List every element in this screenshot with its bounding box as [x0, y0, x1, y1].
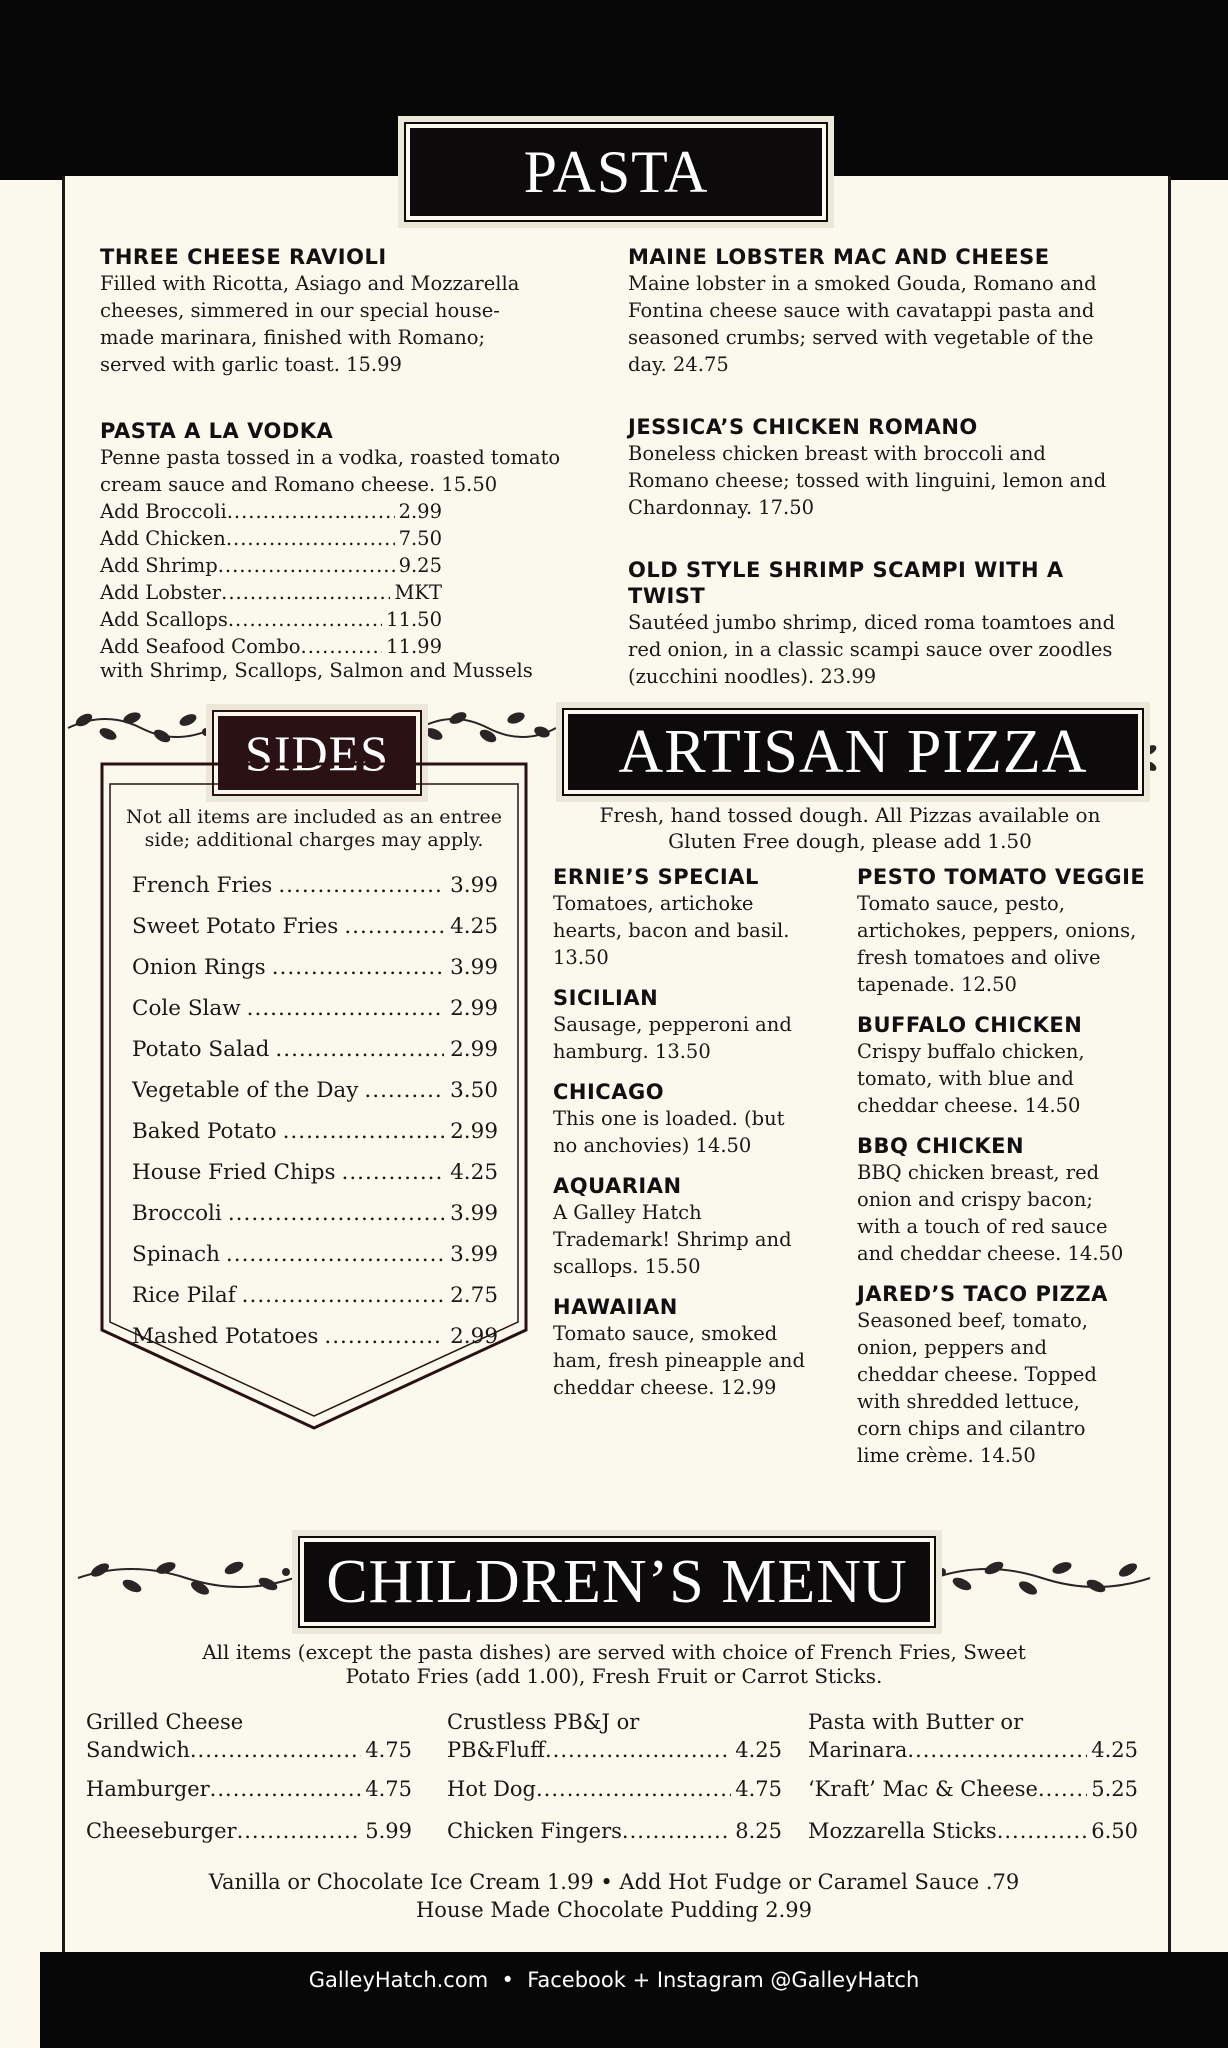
dot-leader: [226, 1242, 444, 1267]
side-price: 2.99: [450, 1037, 498, 1062]
dot-leader: [218, 552, 395, 579]
dot-leader: [545, 1736, 731, 1764]
side-label: Spinach: [132, 1242, 220, 1267]
side-label: Cole Slaw: [132, 996, 241, 1021]
child-item-row: [808, 1775, 1138, 1803]
child-item-label: Cheeseburger: [86, 1819, 237, 1843]
child-item-row: [447, 1775, 782, 1803]
pizza-intro-line1: Fresh, hand tossed dough. All Pizzas available on: [599, 803, 1101, 827]
addon-row: [100, 552, 442, 579]
item-name: PESTO TOMATO VEGGIE: [857, 865, 1146, 889]
child-item-price: 6.50: [1091, 1819, 1138, 1843]
pasta-header: [406, 124, 826, 220]
addon-row: [100, 579, 442, 606]
side-price: 2.99: [450, 1119, 498, 1144]
side-label: Broccoli: [132, 1201, 222, 1226]
dot-leader: [228, 1201, 444, 1226]
dot-leader: [342, 1160, 445, 1185]
item-description: Penne pasta tossed in a vodka, roasted tomato cream sauce and Romano cheese. 15.50: [100, 446, 561, 496]
dot-leader: [344, 914, 444, 939]
item-description: Seasoned beef, tomato, onion, peppers and cheddar cheese. Topped with shredded lettuce, corn chips and cilantro lime crème. 14.50: [857, 1309, 1097, 1467]
side-row: [132, 988, 498, 1029]
dot-leader: [272, 955, 444, 980]
dot-leader: [221, 579, 390, 606]
item-description: A Galley Hatch Trademark! Shrimp and scallops. 15.50: [553, 1201, 792, 1278]
dot-leader: [242, 1283, 444, 1308]
item-description: Tomatoes, artichoke hearts, bacon and basil. 13.50: [553, 892, 790, 969]
menu-item: [628, 557, 1128, 690]
side-row: [132, 1029, 498, 1070]
addon-price: 11.99: [386, 635, 442, 658]
child-item-label: Marinara: [808, 1738, 908, 1762]
addon-price: 7.50: [398, 527, 442, 550]
dot-leader: [275, 1037, 444, 1062]
floral-ornament-left: [66, 702, 216, 752]
pizza-item: [857, 1281, 1147, 1469]
child-item-first-line: Pasta with Butter or: [808, 1710, 1024, 1734]
child-item-price: 8.25: [735, 1819, 782, 1843]
item-description: Tomato sauce, smoked ham, fresh pineapple and cheddar cheese. 12.99: [553, 1322, 805, 1399]
addon-label: Add Broccoli: [100, 500, 227, 523]
side-price: 3.99: [450, 1201, 498, 1226]
dessert-note: [100, 1868, 1128, 1924]
pizza-item: [553, 1294, 823, 1401]
dot-leader: [324, 1324, 444, 1349]
side-price: 2.75: [450, 1283, 498, 1308]
sides-content: [112, 806, 516, 1357]
dot-leader: [237, 1817, 362, 1845]
pizza-item: [857, 1133, 1147, 1267]
side-row: [132, 1111, 498, 1152]
child-item-price: 4.75: [735, 1777, 782, 1801]
children-column-3: [808, 1708, 1138, 1845]
child-item-price: 4.75: [365, 1777, 412, 1801]
side-price: 3.99: [450, 1242, 498, 1267]
addon-label: Add Shrimp: [100, 554, 218, 577]
child-item-row: [447, 1817, 782, 1845]
side-label: Onion Rings: [132, 955, 266, 980]
side-row: [132, 1152, 498, 1193]
dot-leader: [278, 873, 444, 898]
pizza-left-column: [553, 864, 823, 1401]
pizza-item: [553, 985, 823, 1065]
pasta-right-column: [628, 244, 1128, 690]
sides-title: SIDES: [245, 725, 389, 781]
child-item-label: ‘Kraft’ Mac & Cheese: [808, 1777, 1038, 1801]
dot-leader: [228, 606, 382, 633]
child-item-price: 4.25: [1091, 1738, 1138, 1762]
child-item-row: [808, 1817, 1138, 1845]
addon-list: [100, 498, 442, 660]
pizza-item: [553, 864, 823, 971]
addon-price: 2.99: [398, 500, 442, 523]
dot-leader: [227, 498, 395, 525]
dot-leader: [283, 1119, 445, 1144]
item-description: BBQ chicken breast, red onion and crispy bacon; with a touch of red sauce and cheddar cheese. 14.50: [857, 1161, 1124, 1265]
item-description: Filled with Ricotta, Asiago and Mozzarella cheeses, simmered in our special house-made marinara, finished with Romano; served with garlic toast. 15.99: [100, 272, 520, 376]
menu-item: [100, 244, 600, 378]
addon-row: [100, 633, 442, 660]
side-row: [132, 1234, 498, 1275]
children-intro-line2: Potato Fries (add 1.00), Fresh Fruit or Carrot Sticks.: [345, 1664, 883, 1688]
children-column-1: [86, 1708, 412, 1845]
item-name: JESSICA’S CHICKEN ROMANO: [628, 415, 978, 439]
side-label: Baked Potato: [132, 1119, 277, 1144]
children-intro: [100, 1640, 1128, 1688]
side-price: 3.99: [450, 873, 498, 898]
addon-label: Add Seafood Combo: [100, 635, 301, 658]
child-item-label: PB&Fluff: [447, 1738, 545, 1762]
dot-leader: [247, 996, 444, 1021]
addon-label: Add Lobster: [100, 581, 222, 604]
footer-text: GalleyHatch.com • Facebook + Instagram @GalleyHatch: [308, 1968, 920, 1992]
pasta-title: PASTA: [523, 138, 709, 205]
child-item-price: 5.25: [1091, 1777, 1138, 1801]
dot-leader: [536, 1775, 731, 1803]
side-price: 2.99: [450, 996, 498, 1021]
children-title: CHILDREN’S MENU: [326, 1547, 908, 1616]
side-price: 4.25: [450, 914, 498, 939]
child-item-label: Sandwich: [86, 1738, 190, 1762]
item-description: Sausage, pepperoni and hamburg. 13.50: [553, 1013, 792, 1063]
addon-row: [100, 606, 442, 633]
pizza-intro-line2: Gluten Free dough, please add 1.50: [668, 829, 1032, 853]
side-label: Vegetable of the Day: [132, 1078, 359, 1103]
dot-leader: [226, 525, 395, 552]
item-name: THREE CHEESE RAVIOLI: [100, 245, 387, 269]
item-description: Maine lobster in a smoked Gouda, Romano and Fontina cheese sauce with cavatappi pasta and seasoned crumbs; served with vegetable of the day. 24.75: [628, 272, 1097, 376]
side-label: French Fries: [132, 873, 273, 898]
item-name: JARED’S TACO PIZZA: [857, 1282, 1108, 1306]
dessert-line1: Vanilla or Chocolate Ice Cream 1.99 • Add Hot Fudge or Caramel Sauce .79: [208, 1870, 1020, 1894]
sides-note: Not all items are included as an entree side; additional charges may apply.: [125, 806, 502, 851]
dot-leader: [907, 1736, 1087, 1764]
child-item-price: 4.25: [735, 1738, 782, 1762]
pizza-item: [857, 1012, 1147, 1119]
item-name: HAWAIIAN: [553, 1295, 678, 1319]
dot-leader: [364, 1078, 444, 1103]
item-description: Crispy buffalo chicken, tomato, with blue and cheddar cheese. 14.50: [857, 1040, 1085, 1117]
addon-note: with Shrimp, Scallops, Salmon and Mussels: [100, 659, 533, 682]
item-description: Boneless chicken breast with broccoli and Romano cheese; tossed with linguini, lemon and Chardonnay. 17.50: [628, 442, 1107, 519]
dot-leader: [210, 1775, 362, 1803]
child-item-label: Chicken Fingers: [447, 1819, 622, 1843]
item-name: AQUARIAN: [553, 1174, 682, 1198]
floral-ornament-middle: [418, 702, 558, 752]
children-header: [300, 1538, 934, 1626]
child-item-first-line: Crustless PB&J or: [447, 1710, 640, 1734]
side-label: Rice Pilaf: [132, 1283, 236, 1308]
item-description: Sautéed jumbo shrimp, diced roma toamtoes and red onion, in a classic scampi sauce over zoodles (zucchini noodles). 23.99: [628, 611, 1116, 688]
child-item-label: Hot Dog: [447, 1777, 536, 1801]
side-row: [132, 1275, 498, 1316]
dot-leader: [622, 1817, 731, 1845]
addon-price: MKT: [394, 581, 442, 604]
pizza-item: [857, 864, 1147, 998]
child-item-row: [808, 1736, 1138, 1764]
side-price: 3.99: [450, 955, 498, 980]
child-item-first-line: Grilled Cheese: [86, 1710, 244, 1734]
side-row: [132, 1316, 498, 1357]
side-label: Potato Salad: [132, 1037, 270, 1062]
side-row: [132, 1070, 498, 1111]
addon-price: 9.25: [398, 554, 442, 577]
item-name: MAINE LOBSTER MAC AND CHEESE: [628, 245, 1050, 269]
child-item-row: [86, 1736, 412, 1764]
side-label: House Fried Chips: [132, 1160, 336, 1185]
side-row: [132, 865, 498, 906]
item-name: BUFFALO CHICKEN: [857, 1013, 1083, 1037]
item-name: CHICAGO: [553, 1080, 665, 1104]
side-row: [132, 906, 498, 947]
child-item-label: Hamburger: [86, 1777, 210, 1801]
pizza-item: [553, 1173, 823, 1280]
pizza-right-column: [857, 864, 1147, 1469]
side-price: 2.99: [450, 1324, 498, 1349]
addon-row: [100, 498, 442, 525]
dessert-line2: House Made Chocolate Pudding 2.99: [415, 1898, 812, 1922]
child-item-row: [86, 1817, 412, 1845]
pizza-header: [564, 710, 1142, 794]
item-name: ERNIE’S SPECIAL: [553, 865, 759, 889]
floral-ornament-children-right: [932, 1550, 1152, 1606]
addon-label: Add Scallops: [100, 608, 228, 631]
item-description: This one is loaded. (but no anchovies) 14.50: [553, 1107, 785, 1157]
pizza-title: ARTISAN PIZZA: [618, 717, 1088, 786]
pasta-left-column: [100, 244, 600, 682]
children-column-2: [447, 1708, 782, 1845]
floral-ornament-children-left: [76, 1550, 296, 1606]
item-name: OLD STYLE SHRIMP SCAMPI WITH A TWIST: [628, 558, 1064, 608]
sides-list: [132, 865, 498, 1357]
child-item-price: 5.99: [365, 1819, 412, 1843]
side-row: [132, 1193, 498, 1234]
dot-leader: [190, 1736, 361, 1764]
child-item-row: [447, 1736, 782, 1764]
item-name: BBQ CHICKEN: [857, 1134, 1025, 1158]
menu-item: [628, 414, 1128, 521]
side-price: 4.25: [450, 1160, 498, 1185]
item-name: PASTA A LA VODKA: [100, 419, 334, 443]
addon-row: [100, 525, 442, 552]
item-description: Tomato sauce, pesto, artichokes, peppers, onions, fresh tomatoes and olive tapenade. 12.50: [857, 892, 1137, 996]
item-name: SICILIAN: [553, 986, 659, 1010]
addon-label: Add Chicken: [100, 527, 226, 550]
side-row: [132, 947, 498, 988]
pizza-intro: [548, 802, 1152, 854]
floral-ornament-right-edge: [1140, 734, 1160, 784]
child-item-price: 4.75: [365, 1738, 412, 1762]
pizza-item: [553, 1079, 823, 1159]
menu-item: [628, 244, 1128, 378]
child-item-row: [86, 1775, 412, 1803]
side-label: Mashed Potatoes: [132, 1324, 319, 1349]
child-item-label: Mozzarella Sticks: [808, 1819, 997, 1843]
dot-leader: [997, 1817, 1088, 1845]
side-label: Sweet Potato Fries: [132, 914, 339, 939]
side-price: 3.50: [450, 1078, 498, 1103]
dot-leader: [1038, 1775, 1087, 1803]
dot-leader: [301, 633, 383, 660]
children-intro-line1: All items (except the pasta dishes) are served with choice of French Fries, Sweet: [202, 1640, 1026, 1664]
menu-item: [100, 418, 600, 498]
addon-price: 11.50: [386, 608, 442, 631]
